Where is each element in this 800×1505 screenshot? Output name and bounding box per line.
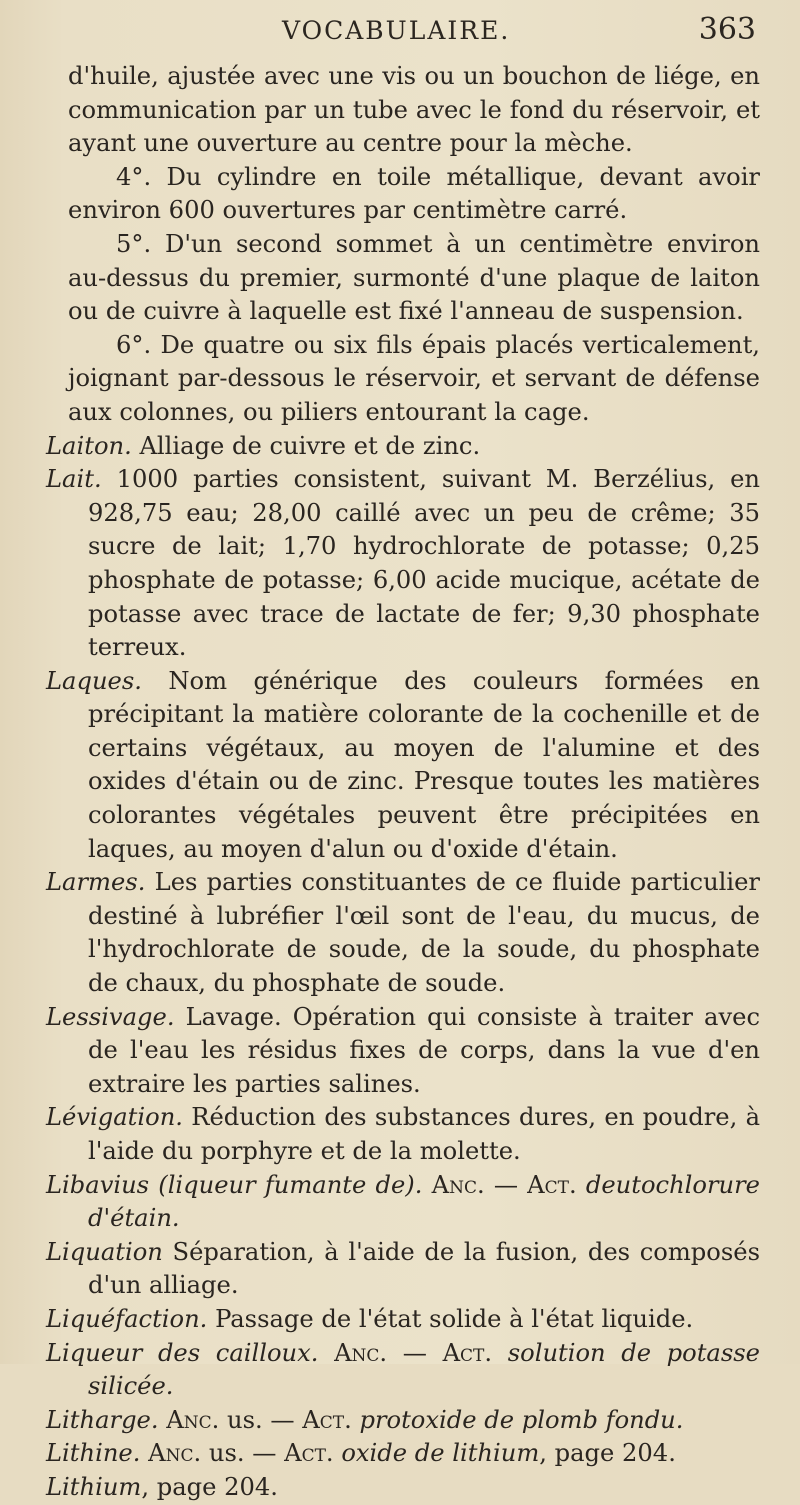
abbreviation: Act. [284,1439,334,1468]
text-run: Séparation, à l'aide de la fusion, des composés d'un alliage. [88,1237,760,1300]
abbreviation: Anc. [166,1405,220,1434]
text-run: — [387,1338,443,1367]
text-run [159,1406,167,1434]
text-paragraph [46,161,760,228]
text-run: , page 204. [539,1439,676,1468]
text-run [492,1339,508,1367]
abbreviation: Act. [527,1170,577,1199]
entry-term: Lithine. [46,1439,141,1468]
abbreviation: Act. [442,1338,493,1367]
entry-term: Libavius (liqueur fumante de). [46,1170,423,1199]
entry-term: Liquation [46,1237,163,1266]
body-text [46,60,760,1505]
dictionary-entry [46,1404,760,1438]
dictionary-entry [46,1303,760,1337]
text-paragraph [46,60,760,161]
text-run: , page 204. [141,1472,278,1501]
text-run: Les parties constituantes de ce fluide particulier destiné à lubréfier l'œil sont de l'eau, du mucus, de l'hydrochlorate de soude, de la soude, du phosphate de chaux, du phosphate de soude. [88,868,760,998]
text-paragraph [46,329,760,430]
text-run [422,1171,431,1199]
text-run: Lavage. Opération qui consiste à traiter avec de l'eau les résidus fixes de corps, dans la vue d'en extraire les parties salines. [88,1002,760,1098]
dictionary-entry [46,1471,760,1505]
abbreviation: Anc. [431,1170,485,1199]
entry-term: Larmes. [46,868,146,897]
abbreviation: Act. [302,1405,352,1434]
text-run: Réduction des substances dures, en poudre, à l'aide du porphyre et de la molette. [88,1103,760,1165]
text-run [577,1171,586,1199]
page-number: 363 [698,12,756,47]
entry-term: Lait. [46,465,102,494]
entry-term: Laiton. [46,431,132,460]
text-run [318,1339,334,1367]
text-run [334,1439,342,1467]
text-run: 5°. D'un second sommet à un centimètre environ au-dessus du premier, surmonté d'une plaque de laiton ou de cuivre à laquelle est fixé l'anneau de suspension. [68,229,760,326]
text-run: Alliage de cuivre et de zinc. [131,431,481,460]
entry-term: Laques. [46,666,142,695]
abbreviation: Anc. [148,1439,202,1468]
dictionary-entry [46,430,760,464]
dictionary-entry [46,1101,760,1168]
entry-term: Liquéfaction. [46,1304,208,1333]
entry-term: Liqueur des cailloux. [46,1338,319,1367]
text-run: d'huile, ajustée avec une vis ou un bouchon de liége, en communication par un tube avec le fond du réservoir, et ayant une ouverture au centre pour la mèche. [68,62,760,158]
entry-term: Lithium [46,1472,142,1501]
dictionary-entry [46,665,760,867]
italic-text: deutochlorure d'étain. [88,1170,760,1233]
text-run [352,1406,360,1434]
entry-term: Lessivage. [46,1002,175,1031]
text-run: us. — [201,1439,285,1468]
text-run: Nom générique des couleurs formées en précipitant la matière colorante de la cochenille et de certains végétaux, au moyen de l'alumine et des oxides d'étain ou de zinc. Presque toutes les matières colorantes végétales peuvent être précipitées en laques, au moyen d'alun ou d'oxide d'étain. [88,666,760,863]
text-run: 4°. Du cylindre en toile métallique, devant avoir environ 600 ouvertures par centimètre carré. [68,162,760,225]
page-header [46,12,760,60]
abbreviation: Anc. [334,1338,388,1367]
entry-term: Lévigation. [46,1103,183,1132]
text-run: us. — [219,1405,303,1434]
italic-text: protoxide de plomb fondu. [359,1405,684,1434]
dictionary-entry [46,1236,760,1303]
dictionary-entry [46,463,760,665]
text-run [140,1439,148,1467]
text-run: 6°. De quatre ou six fils épais placés verticalement, joignant par-dessous le réservoir, et servant de défense aux colonnes, ou piliers entourant la cage. [68,330,760,426]
dictionary-entry [46,866,760,1000]
text-run: Passage de l'état solide à l'état liquide. [207,1304,694,1333]
text-run: 1000 parties consistent, suivant M. Berzélius, en 928,75 eau; 28,00 caillé avec un peu de crême; 35 sucre de lait; 1,70 hydrochlorate de potasse; 0,25 phosphate de potasse; 6,00 acide mucique, acétate de potasse avec trace de lactate de fer; 9,30 phosphate terreux. [88,465,760,662]
text-paragraph [46,228,760,329]
entry-term: Litharge. [46,1405,159,1434]
text-run: — [484,1170,528,1199]
dictionary-entry [46,1337,760,1404]
running-title: VOCABULAIRE. [282,16,511,45]
italic-text: oxide de lithium [341,1439,540,1468]
dictionary-entry [46,1437,760,1471]
dictionary-entry [46,1001,760,1102]
dictionary-entry [46,1169,760,1236]
italic-text: solution de potasse silicée. [88,1338,760,1401]
